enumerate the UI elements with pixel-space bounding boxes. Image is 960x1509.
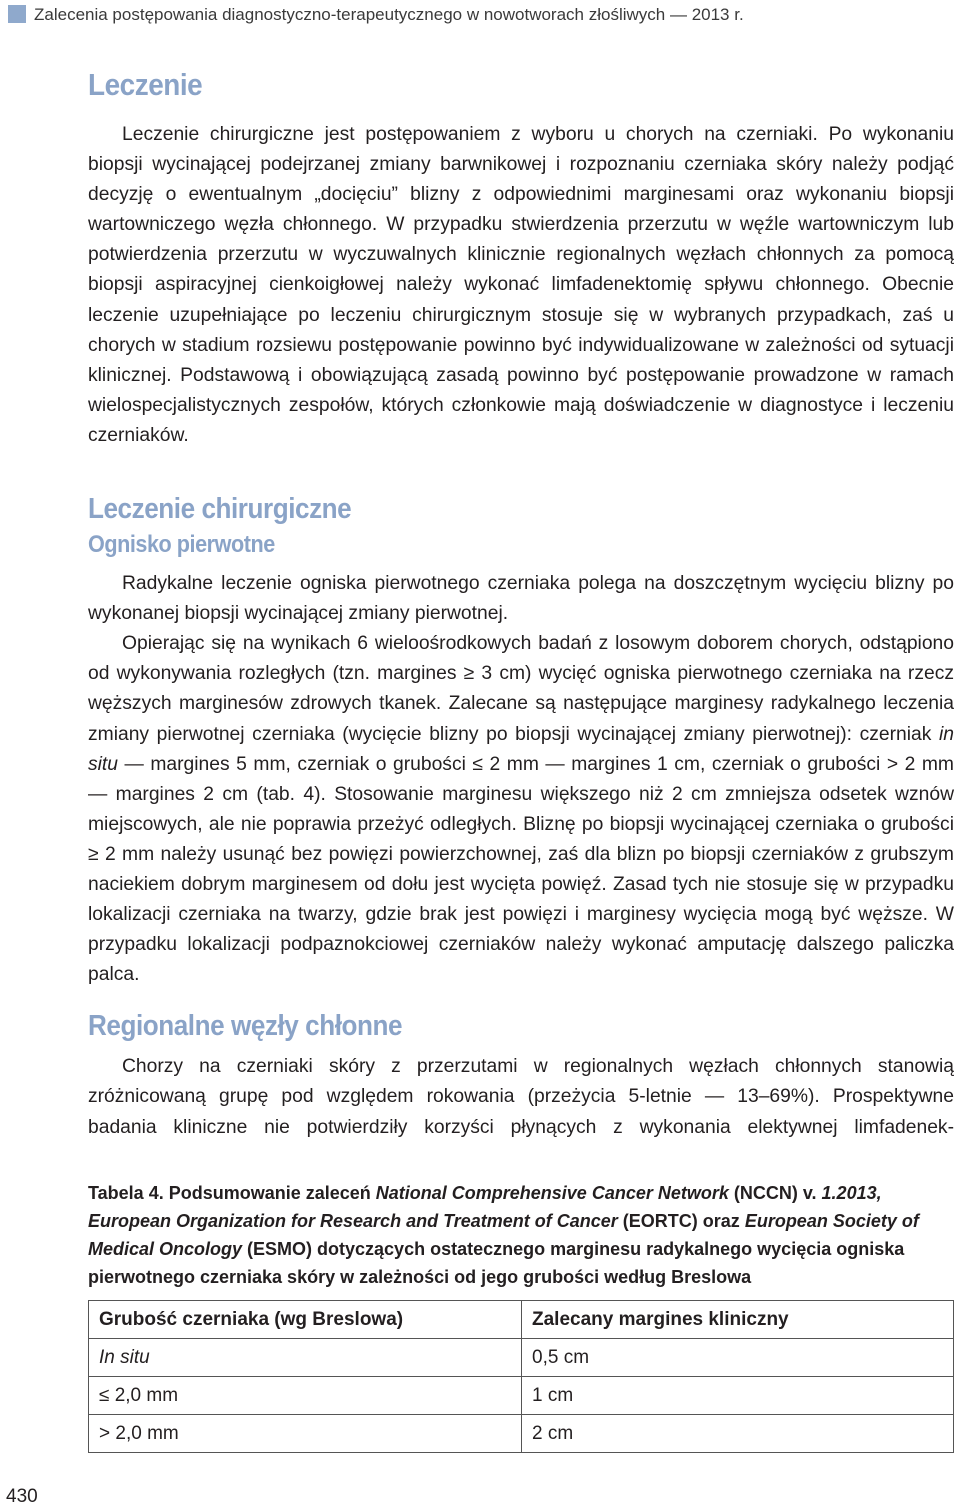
table-caption: Tabela 4. Podsumowanie zaleceń National Comprehensive Cancer Network (NCCN) v. 1.2013, European Organization for Research and Treatment of Cancer (EORTC) oraz European Society of Medical Oncology (ESMO) dotyczących ostatecznego marginesu radykalnego wycięcia ogniska pierwotnego czerniaka skóry w zależności od jego grubości według Breslowa (88, 1182, 919, 1287)
table-cell: 1 cm (522, 1377, 954, 1415)
margins-table (88, 1300, 954, 1453)
surgery-paragraph-1: Radykalne leczenie ogniska pierwotnego czerniaka polega na doszczętnym wycięciu blizny po wykonanej biopsji wycinającej zmiany pierwotnej. (88, 573, 954, 625)
running-header (8, 4, 744, 26)
section-heading: Leczenie (88, 67, 203, 102)
page-number: 430 (6, 1486, 38, 1507)
section-paragraph: Leczenie chirurgiczne jest postępowaniem z wyboru u chorych na czerniaki. Po wykonaniu biopsji wycinającej podejrzanej zmiany barwnikowej i rozpoznaniu czerniaka skóry należy podjąć decyzję o ewentualnym „docięciu” blizny z odpowiednimi marginesami oraz wykonaniu biopsji wartowniczego węzła chłonnego. W przypadku stwierdzenia przerzutu w węźle wartowniczym lub potwierdzenia przerzutu w wyczuwalnych klinicznie regionalnych węzłach chłonnych za pomocą biopsji aspiracyjnej cienkoigłowej należy wykonać limfadenektomię spływu chłonnego. Obecnie leczenie uzupełniające po leczeniu chirurgicznym stosuje się w wybranych przypadkach, zaś u chorych w stadium rozsiewu postępowanie powinno być indywidualizowane w zależności od sytuacji klinicznej. Podstawową i obowiązującą zasadą powinno być postępowanie prowadzone w ramach wielospecjalistycznych zespołów, których członkowie mają doświadczenie w diagnostyce i leczeniu czerniaków. (88, 124, 954, 446)
page-content (88, 66, 954, 1291)
table-header-cell: Zalecany margines kliniczny (522, 1301, 954, 1339)
table-cell: 0,5 cm (522, 1339, 954, 1377)
primary-focus-subheading: Ognisko pierwotne (88, 531, 275, 559)
table-row (89, 1377, 954, 1415)
surgery-heading: Leczenie chirurgiczne (88, 493, 352, 526)
header-title: Zalecenia postępowania diagnostyczno-terapeutycznego w nowotworach złośliwych — 2013 r. (34, 5, 744, 24)
table-header-row (89, 1301, 954, 1339)
table-cell: ≤ 2,0 mm (89, 1377, 522, 1415)
table-cell: In situ (89, 1339, 522, 1377)
lymph-nodes-heading: Regionalne węzły chłonne (88, 1010, 403, 1043)
header-square-icon (8, 5, 26, 23)
table-row (89, 1339, 954, 1377)
table-cell: 2 cm (522, 1415, 954, 1453)
table-cell: > 2,0 mm (89, 1415, 522, 1453)
lymph-nodes-paragraph: Chorzy na czerniaki skóry z przerzutami w regionalnych węzłach chłonnych stanowią zróżnicowaną grupę pod względem rokowania (przeżycia 5-letnie — 13–69%). Prospektywne badania kliniczne nie potwierdziły korzyści płynących z wykonania elektywnej limfadenek- (88, 1056, 954, 1138)
surgery-paragraph-2: Opierając się na wynikach 6 wieloośrodkowych badań z losowym doborem chorych, odstąpiono od wykonywania rozległych (tzn. margines ≥ 3 cm) wycięć ogniska pierwotnego czerniaka na rzecz węższych marginesów zdrowych tkanek. Zalecane są następujące marginesy radykalnego leczenia zmiany pierwotnej czerniaka (wycięcie blizny po biopsji wycinającej zmiany pierwotnej): czerniak in situ — margines 5 mm, czerniak o grubości ≤ 2 mm — margines 1 cm, czerniak o grubości > 2 mm — margines 2 cm (tab. 4). Stosowanie marginesu większego niż 2 cm zmniejsza odsetek wznów miejscowych, ale nie poprawia przeżyć odległych. Bliznę po biopsji wycinającej czerniaka o grubości ≥ 2 mm należy usunąć bez powięzi powierzchownej, zaś dla blizn po biopsji czerniaków z grubszym naciekiem dobrym marginesem od dołu jest wycięta powięź. Zasad tych nie stosuje się w przypadku lokalizacji czerniaka na twarzy, gdzie brak jest powięzi i marginesy wycięcia mogą być węższe. W przypadku lokalizacji podpaznokciowej czerniaków należy wykonać amputację dalszego paliczka palca. (88, 633, 954, 986)
table-row (89, 1415, 954, 1453)
table-header-cell: Grubość czerniaka (wg Breslowa) (89, 1301, 522, 1339)
